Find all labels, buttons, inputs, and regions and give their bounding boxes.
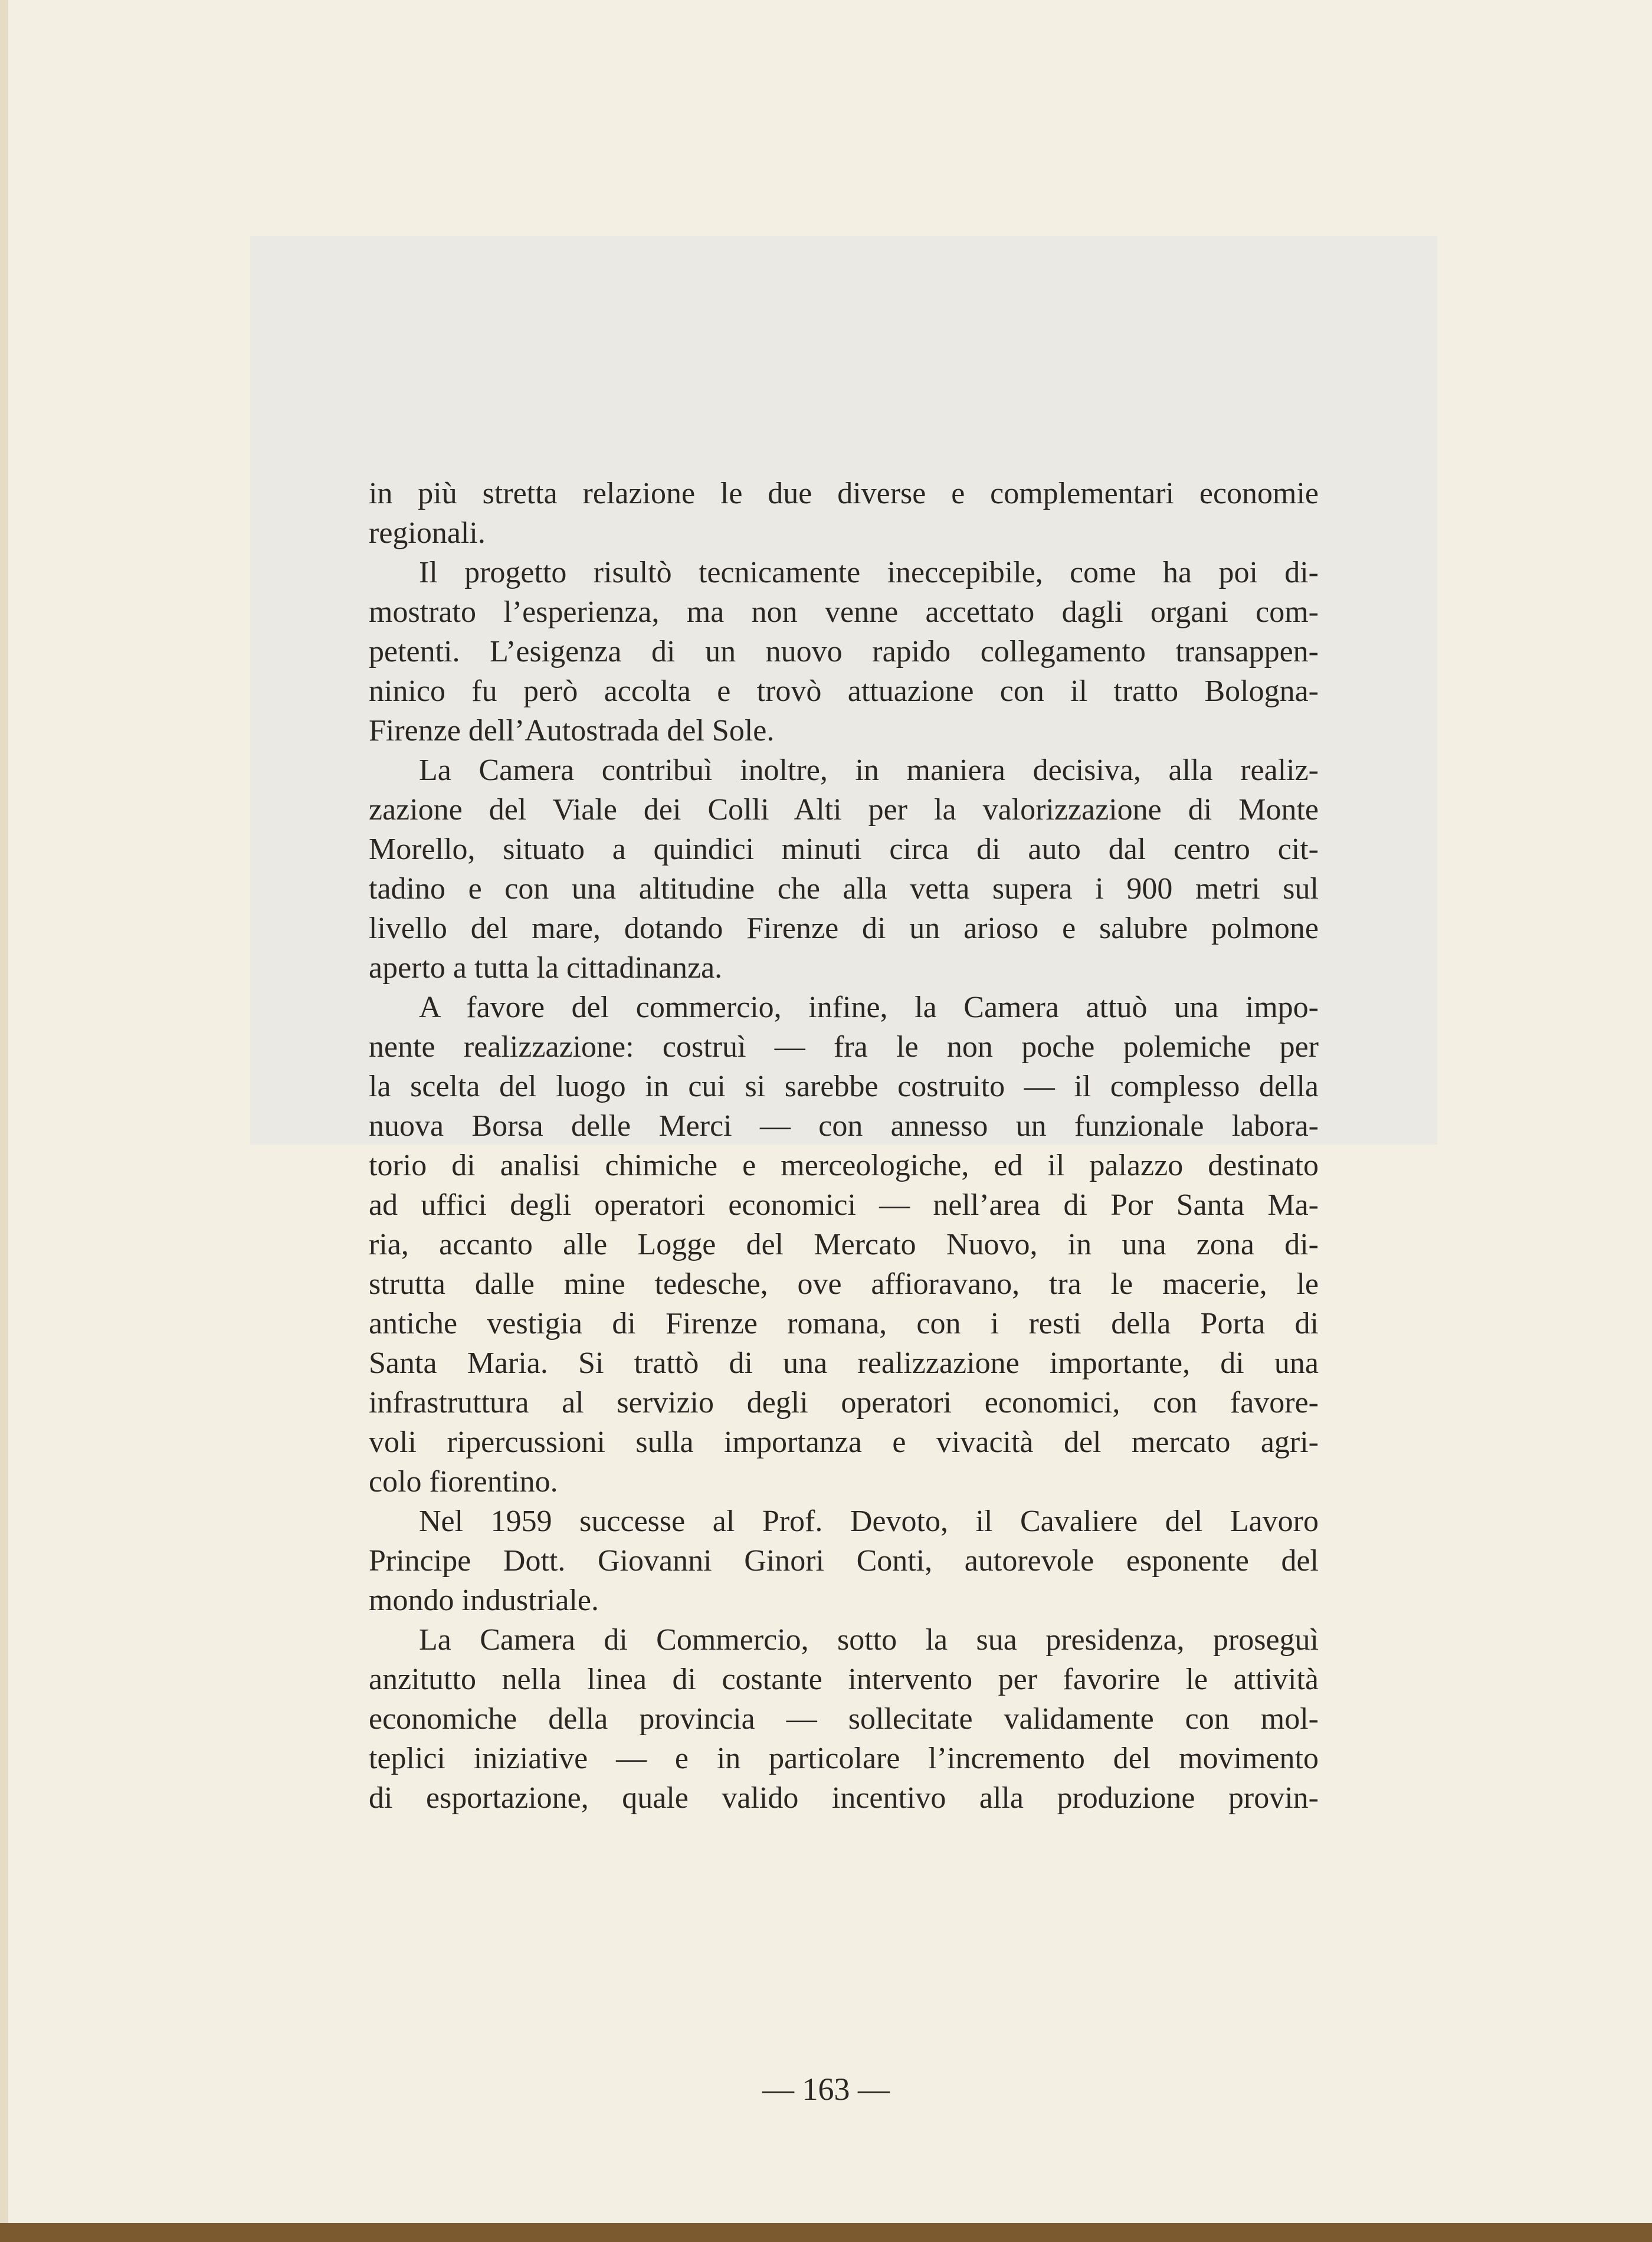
text-line: la scelta del luogo in cui si sarebbe costruito — il complesso della [369, 1070, 1319, 1103]
text-line: Principe Dott. Giovanni Ginori Conti, autorevole esponente del [369, 1544, 1319, 1578]
text-line: Morello, situato a quindici minuti circa di auto dal centro cit- [369, 832, 1319, 866]
text-line: Il progetto risultò tecnicamente ineccepibile, come ha poi di- [419, 556, 1319, 589]
text-line: colo fiorentino. [369, 1465, 558, 1499]
text-line: La Camera contribuì inoltre, in maniera decisiva, alla realiz- [419, 753, 1319, 787]
text-line: di esportazione, quale valido incentivo alla produzione provin- [369, 1781, 1319, 1815]
text-line: nente realizzazione: costruì — fra le non poche polemiche per [369, 1030, 1319, 1064]
text-line: Santa Maria. Si trattò di una realizzazione importante, di una [369, 1346, 1319, 1380]
text-line: Firenze dell’Autostrada del Sole. [369, 714, 775, 748]
text-line: ninico fu però accolta e trovò attuazione con il tratto Bologna- [369, 674, 1319, 708]
text-line: ria, accanto alle Logge del Mercato Nuovo, in una zona di- [369, 1228, 1319, 1261]
text-line: anzitutto nella linea di costante intervento per favorire le attività [369, 1663, 1319, 1696]
text-line: livello del mare, dotando Firenze di un arioso e salubre polmone [369, 912, 1319, 945]
text-line: Nel 1959 successe al Prof. Devoto, il Cavaliere del Lavoro [419, 1504, 1319, 1538]
book-cover-edge [0, 2223, 1652, 2242]
text-line: petenti. L’esigenza di un nuovo rapido collegamento transappen- [369, 635, 1319, 668]
text-line: torio di analisi chimiche e merceologiche, ed il palazzo destinato [369, 1149, 1319, 1182]
page-number: — 163 — [762, 2071, 890, 2107]
body-text [369, 474, 1319, 1818]
text-line: ad uffici degli operatori economici — nell’area di Por Santa Ma- [369, 1188, 1319, 1222]
text-line: zazione del Viale dei Colli Alti per la valorizzazione di Monte [369, 793, 1319, 827]
text-line: infrastruttura al servizio degli operatori economici, con favore- [369, 1386, 1319, 1420]
text-line: A favore del commercio, infine, la Camera attuò una impo- [419, 991, 1319, 1024]
text-line: La Camera di Commercio, sotto la sua presidenza, proseguì [419, 1623, 1319, 1657]
page-edge [0, 0, 8, 2223]
text-line: antiche vestigia di Firenze romana, con i resti della Porta di [369, 1307, 1319, 1340]
text-line: teplici iniziative — e in particolare l’incremento del movimento [369, 1742, 1319, 1775]
text-line: tadino e con una altitudine che alla vetta supera i 900 metri sul [369, 872, 1319, 906]
text-line: voli ripercussioni sulla importanza e vivacità del mercato agri- [369, 1425, 1319, 1459]
text-line: mondo industriale. [369, 1584, 599, 1617]
text-line: aperto a tutta la cittadinanza. [369, 951, 723, 985]
text-line: economiche della provincia — sollecitate validamente con mol- [369, 1702, 1319, 1736]
text-line: nuova Borsa delle Merci — con annesso un funzionale labora- [369, 1109, 1319, 1143]
text-line: mostrato l’esperienza, ma non venne accettato dagli organi com- [369, 595, 1319, 629]
text-line: regionali. [369, 516, 486, 550]
text-line: in più stretta relazione le due diverse e complementari economie [369, 477, 1319, 510]
text-line: strutta dalle mine tedesche, ove affioravano, tra le macerie, le [369, 1267, 1319, 1301]
